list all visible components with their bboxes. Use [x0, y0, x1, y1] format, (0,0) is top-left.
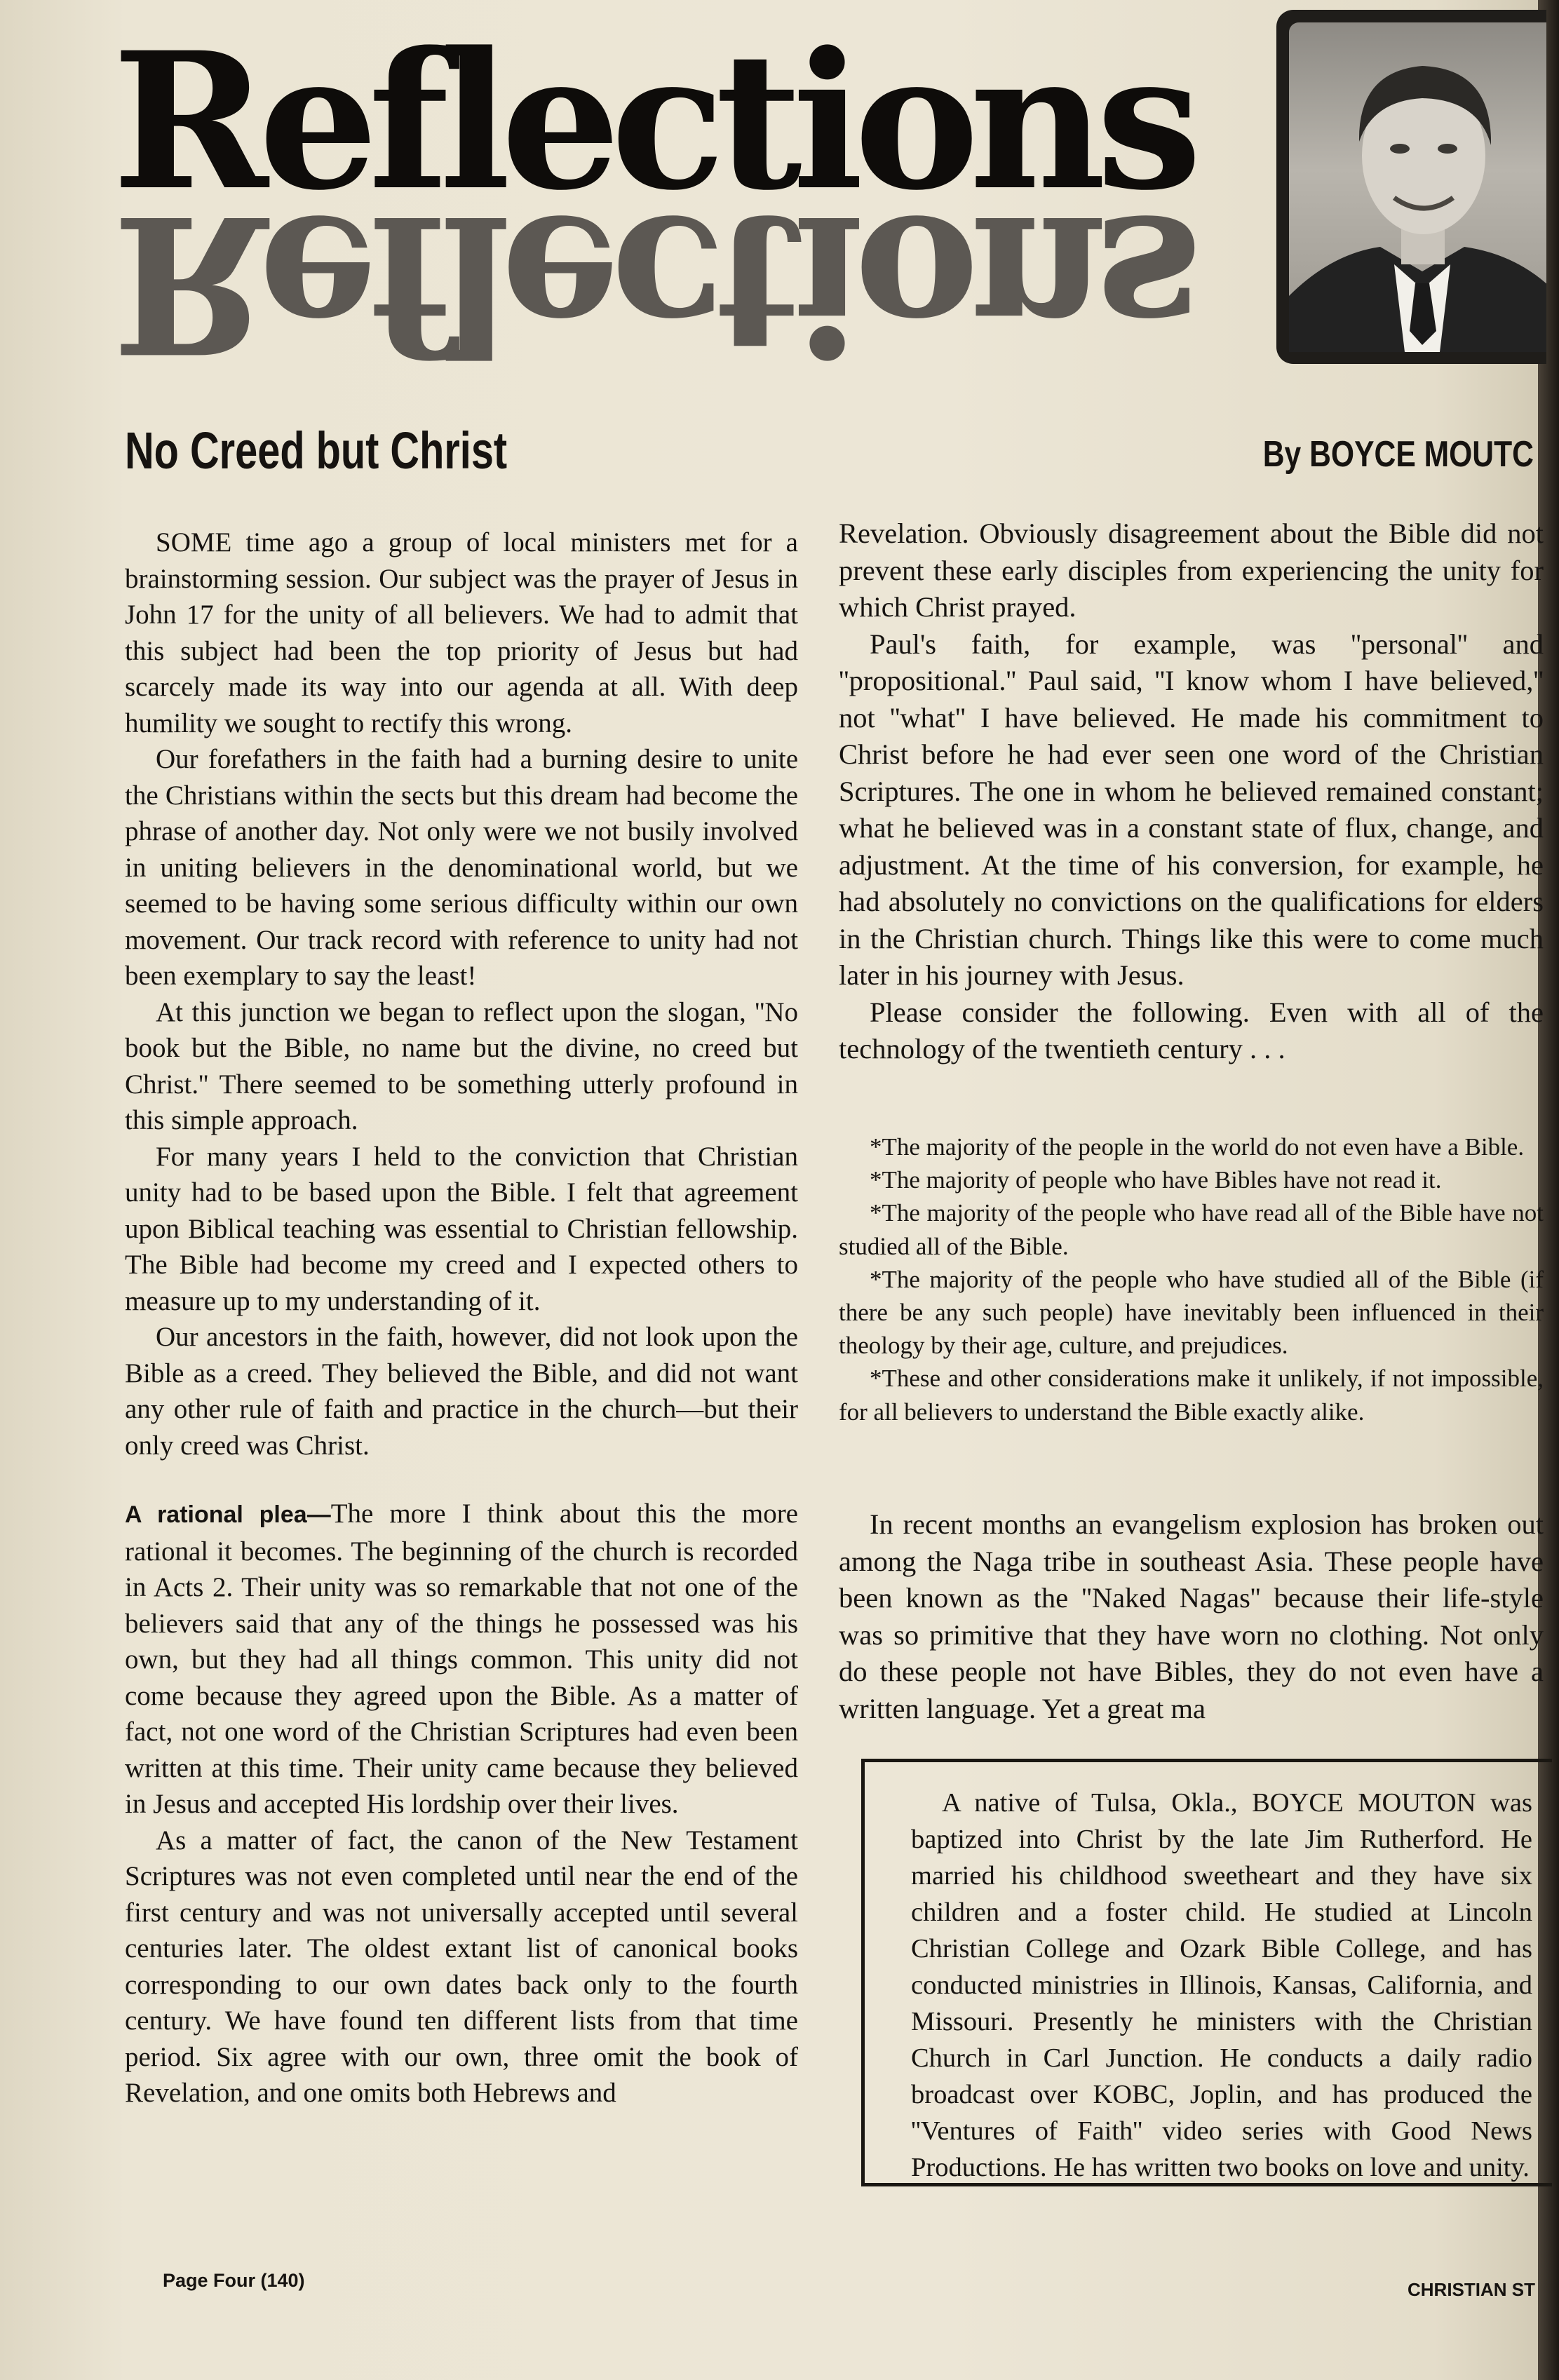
article-byline: By BOYCE MOUTC	[1262, 434, 1534, 475]
column-right	[839, 515, 1544, 1068]
page-number: Page Four (140)	[163, 2270, 305, 2291]
magazine-name: CHRISTIAN ST	[1408, 2279, 1535, 2300]
masthead-title: Reflections	[112, 11, 1193, 232]
masthead-title-reflection: Reflections	[112, 173, 1193, 394]
paragraph: Our forefathers in the faith had a burning desire to unite the Christians within the sects but this dream had become the phrase of another day. Not only were we not busily involved in uniting believers in the denominational world, but we seemed to be having some serious difficulty within our own movement. Our track record with reference to unity had not been exemplary to say the least!	[125, 744, 798, 991]
author-photo	[1276, 10, 1546, 364]
paragraph: In recent months an evangelism explosion has broken out among the Naga tribe in southeast Asia. These people have been known as the ''Naked Nagas'' because their life-style was so primitive that they have worn no clothing. Not only do these people not have Bibles, they do not even have a written language. Yet a great ma	[839, 1508, 1544, 1724]
list-item: *These and other considerations make it unlikely, if not impossible, for all believers to understand the Bible exactly alike.	[839, 1365, 1544, 1426]
paragraph: Please consider the following. Even with all of the technology of the twentieth century . . .	[839, 996, 1544, 1064]
list-item: *The majority of the people in the world do not even have a Bible.	[870, 1133, 1525, 1161]
masthead	[112, 11, 1276, 394]
bullet-list	[839, 1130, 1544, 1428]
list-item: *The majority of the people who have studied all of the Bible (if there be any such people) have inevitably been influenced in their theology by their age, culture, and prejudices.	[839, 1265, 1544, 1360]
paragraph: Our ancestors in the faith, however, did not look upon the Bible as a creed. They believed the Bible, and did not want any other rule of faith and practice in the church—but their only creed was Christ.	[125, 1322, 798, 1461]
paragraph: Revelation. Obviously disagreement about the Bible did not prevent these early disciples from experiencing the unity for which Christ prayed.	[839, 518, 1544, 623]
paragraph-rational-plea: A rational plea—The more I think about this the more rational it becomes. The beginning of the church is recorded in Acts 2. Their unity was so remarkable that not one of the believers said that any of the things he possessed was his own, but they had all things common. This unity did not come because they agreed upon the Bible. As a matter of fact, not one word of the Christian Scriptures had even been written at this time. Their unity came because they believed in Jesus and accepted His lordship over their lives.	[125, 1499, 798, 1819]
article-title: No Creed but Christ	[125, 421, 508, 480]
list-item: *The majority of people who have Bibles have not read it.	[870, 1166, 1442, 1194]
bio-text: A native of Tulsa, Okla., BOYCE MOUTON was baptized into Christ by the late Jim Rutherford. He married his childhood sweetheart and they have six children and a foster child. He studied at Lincoln Christian College and Ozark Bible College, and has conducted ministries in Illinois, Kansas, California, and Missouri. Presently he ministers with the Christian Church in Carl Junction. He conducts a daily radio broadcast over KOBC, Joplin, and has produced the ''Ventures of Faith'' video series with Good News Productions. He has written two books on love and unity.	[911, 1788, 1532, 2182]
section-heading: A rational plea—	[125, 1501, 331, 1528]
column-right-continued	[839, 1506, 1544, 1727]
column-left	[125, 525, 798, 2111]
list-item: *The majority of the people who have read all of the Bible have not studied all of the Bible.	[839, 1199, 1544, 1260]
author-portrait-image	[1289, 22, 1546, 352]
paragraph: For many years I held to the conviction that Christian unity had to be based upon the Bible. I felt that agreement upon Biblical teaching was essential to Christian fellowship. The Bible had become my creed and I expected others to measure up to my understanding of it.	[125, 1141, 798, 1316]
author-bio-box	[861, 1759, 1552, 2186]
paragraph: At this junction we began to reflect upon the slogan, ''No book but the Bible, no name but the divine, no creed but Christ.'' There seemed to be something utterly profound in this simple approach.	[125, 996, 798, 1135]
paragraph: As a matter of fact, the canon of the New Testament Scriptures was not even completed until near the end of the first century and was not universally accepted until several centuries later. The oldest extant list of canonical books corresponding to our own dates back only to the fourth century. We have found ten different lists from that time period. Six agree with our own, three omit the book of Revelation, and one omits both Hebrews and	[125, 1825, 798, 2108]
paragraph: SOME time ago a group of local ministers met for a brainstorming session. Our subject was the prayer of Jesus in John 17 for the unity of all believers. We had to admit that this subject had been the top priority of Jesus but had scarcely made its way into our agenda at all. With deep humility we sought to rectify this wrong.	[125, 527, 798, 738]
paragraph: Paul's faith, for example, was ''personal'' and ''propositional.'' Paul said, ''I know whom I have believed,'' not ''what'' I have believed. He made his commitment to Christ before he had ever seen one word of the Christian Scriptures. The one in whom he believed remained constant; what he believed was in a constant state of flux, change, and adjustment. At the time of his conversion, for example, he had absolutely no convictions on the qualifications for elders in the Christian church. Things like this were to come much later in his journey with Jesus.	[839, 628, 1544, 991]
